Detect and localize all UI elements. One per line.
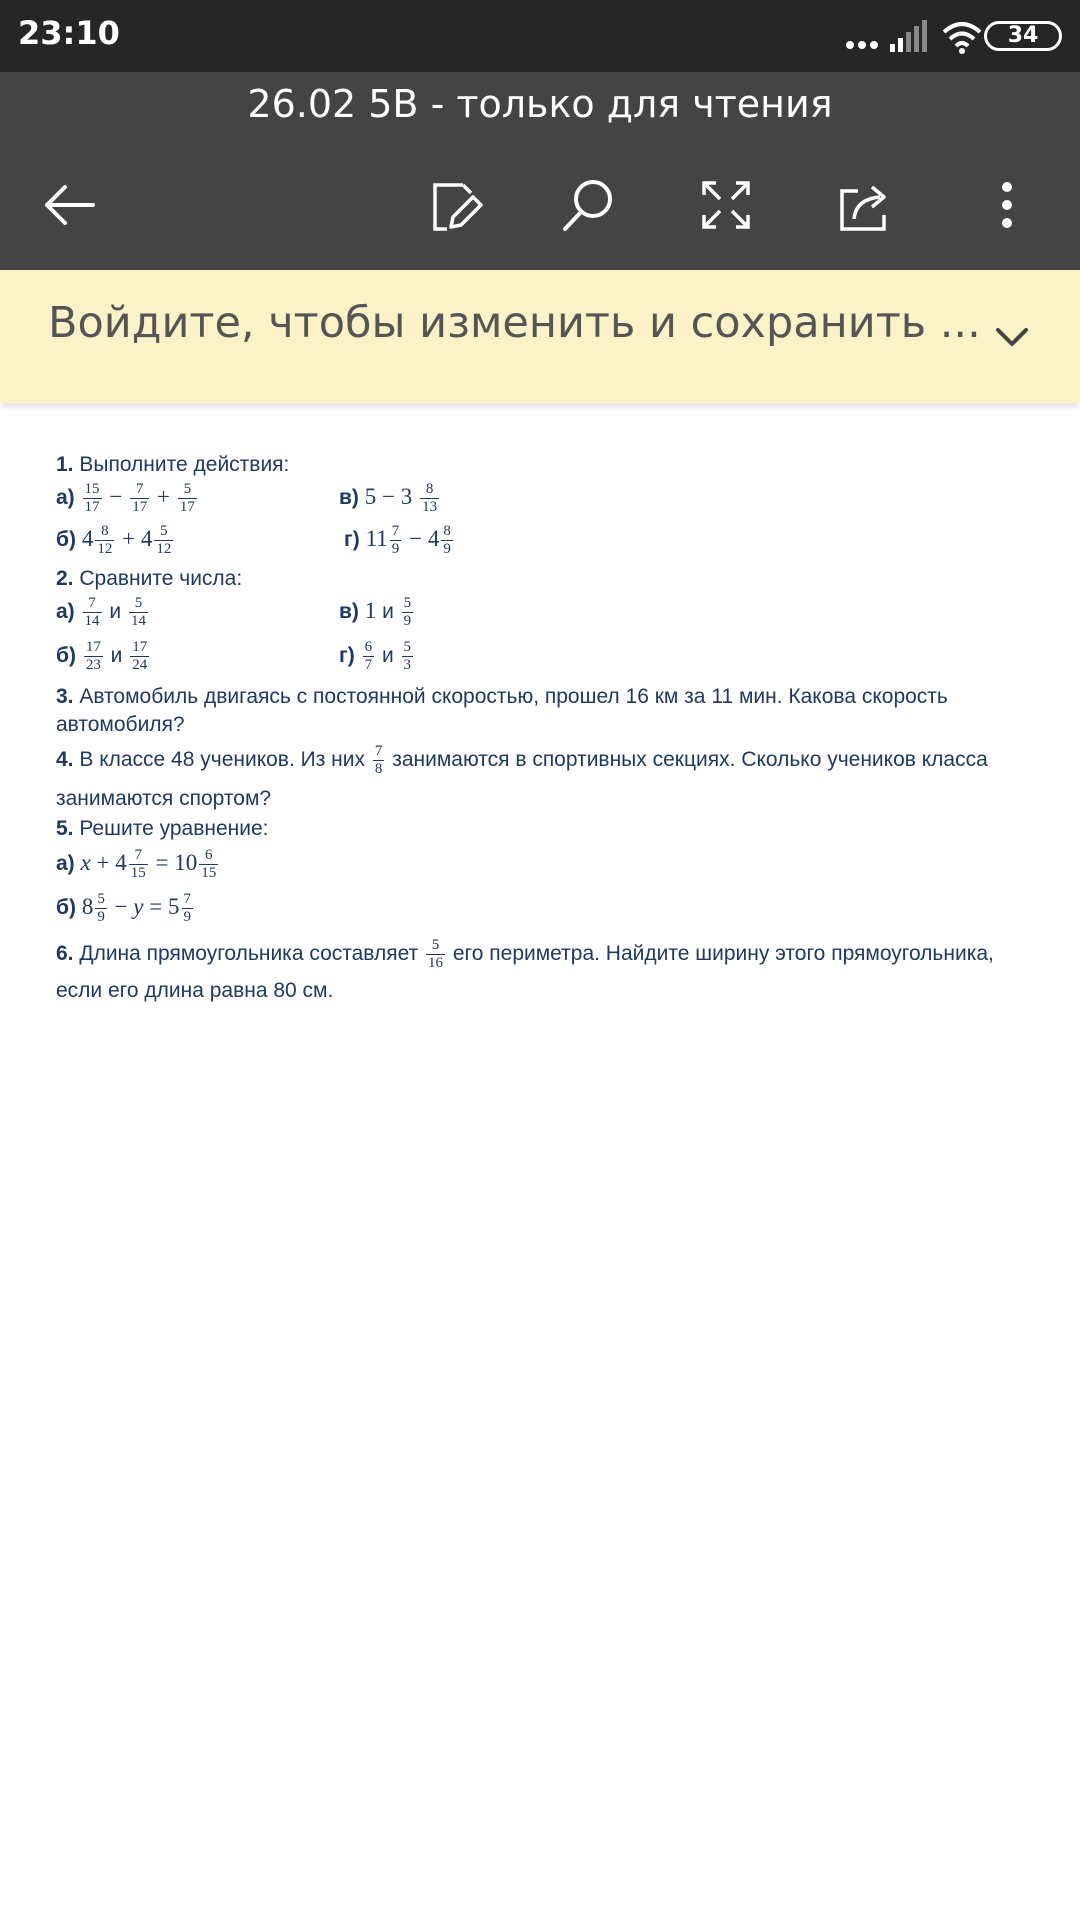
task-1a: а) $\frac{15}{17}$ − $\frac{7}{17}$ + $\frac{5}{17}$ [56,481,195,515]
task-2g: г) $\frac{6}{7}$ и $\frac{5}{3}$ [339,639,412,673]
chevron-down-icon[interactable] [984,308,1040,364]
task-2a: а) $\frac{7}{14}$ и $\frac{5}{14}$ [56,595,146,629]
more-options-button[interactable] [966,170,1036,240]
task-3-line-1: 3. Автомобиль двигаясь с постоянной скоростью, прошел 16 км за 11 мин. Какова скорость [56,685,948,708]
document-title: 26.02 5В - только для чтения [247,82,833,126]
task-6-line-1: 6. Длина прямоугольника составляет $\frac{5}{16}$ его периметра. Найдите ширину этого прямоугольника, [56,937,994,971]
task-2b: б) $\frac{17}{23}$ и $\frac{17}{24}$ [56,639,148,673]
wifi-icon [940,18,984,54]
task-4-line-1: 4. В классе 48 учеников. Из них $\frac{7}{8}$ занимаются в спортивных секциях. Сколько учеников класса [56,743,988,777]
cellular-signal-icon [890,20,930,52]
task-5a: а) x + 4 $\frac{7}{15}$ = 10 $\frac{6}{15}$ [56,847,217,881]
task-2-heading: 2. Сравните числа: [56,567,243,590]
share-icon [834,175,894,235]
share-button[interactable] [829,170,899,240]
edit-icon [423,175,483,235]
task-1g: г) 11 $\frac{7}{9}$ − 4 $\frac{8}{9}$ [344,523,451,557]
search-icon [559,175,619,235]
task-4-line-2: занимаются спортом? [56,787,272,810]
task-1-heading: 1. Выполните действия: [56,453,290,476]
signal-dots-icon [845,40,879,50]
fullscreen-button[interactable] [691,170,761,240]
more-vertical-icon [971,175,1031,235]
edit-button[interactable] [418,170,488,240]
task-6-line-2: если его длина равна 80 см. [56,979,334,1002]
app-bar [0,72,1080,270]
clock: 23:10 [18,14,120,52]
back-button[interactable] [34,170,104,240]
task-1b: б) 4 $\frac{8}{12}$ + 4 $\frac{5}{12}$ [56,523,172,557]
search-button[interactable] [554,170,624,240]
sign-in-banner[interactable] [0,270,1080,403]
fullscreen-icon [696,175,756,235]
banner-text: Войдите, чтобы изменить и сохранить ... [48,298,981,348]
status-bar [0,0,1080,72]
task-3-line-2: автомобиля? [56,713,185,736]
task-5b: б) 8 $\frac{5}{9}$ − y = 5 $\frac{7}{9}$ [56,891,191,925]
task-5-heading: 5. Решите уравнение: [56,817,269,840]
task-1v: в) 5 − 3 $\frac{8}{13}$ [339,481,438,515]
task-2v: в) 1 и $\frac{5}{9}$ [339,595,412,629]
back-arrow-icon [39,175,99,235]
battery-indicator: 34 [984,21,1062,51]
